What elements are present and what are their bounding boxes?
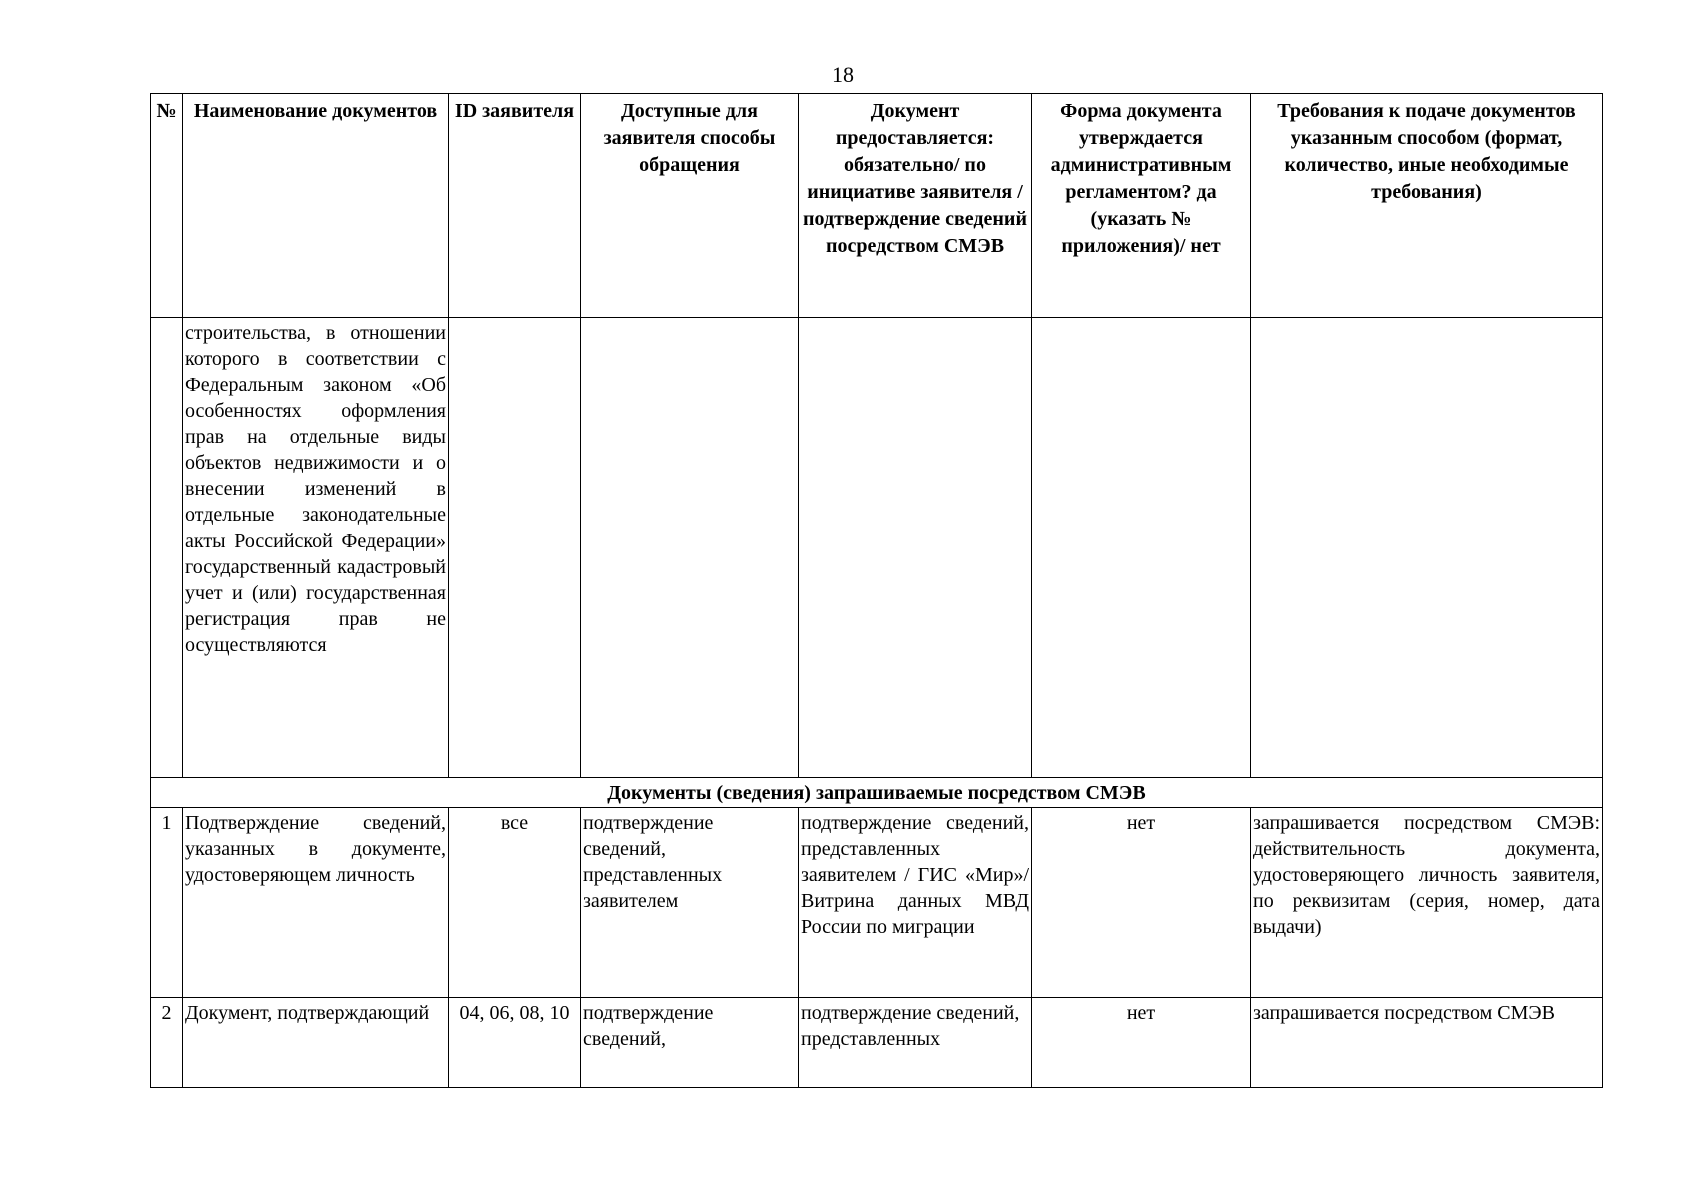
header-requirements: Требования к подаче документов указанным способом (формат, количество, иные необходимые требования)	[1251, 94, 1603, 318]
section-row	[151, 778, 1603, 808]
continuation-name-cell: строительства, в отношении которого в соответствии с Федеральным законом «Об особенностях оформления прав на отдельные виды объектов недвижимости и о внесении изменений в отдельные законодательные акты Российской Федерации» государственный кадастровый учет и (или) государственная регистрация прав не осуществляются	[183, 318, 449, 778]
page-number: 18	[832, 62, 854, 87]
row-requirements: запрашивается посредством СМЭВ	[1251, 998, 1603, 1088]
row-name: Документ, подтверждающий	[183, 998, 449, 1088]
row-id: все	[449, 808, 581, 998]
row-num: 1	[151, 808, 183, 998]
header-name: Наименование документов	[183, 94, 449, 318]
header-id: ID заявителя	[449, 94, 581, 318]
row-requirements: запрашивается посредством СМЭВ: действительность документа, удостоверяющего личность заявителя, по реквизитам (серия, номер, дата выдачи)	[1251, 808, 1603, 998]
row-form: нет	[1032, 998, 1251, 1088]
header-methods: Доступные для заявителя способы обращения	[581, 94, 799, 318]
section-title: Документы (сведения) запрашиваемые посредством СМЭВ	[151, 778, 1603, 808]
row-name: Подтверждение сведений, указанных в документе, удостоверяющем личность	[183, 808, 449, 998]
continuation-row	[151, 318, 1603, 778]
row-provided: подтверждение сведений, представленных	[799, 998, 1032, 1088]
row-methods: подтверждение сведений, представленных заявителем	[581, 808, 799, 998]
row-methods: подтверждение сведений,	[581, 998, 799, 1088]
documents-table	[150, 93, 1603, 1088]
row-id: 04, 06, 08, 10	[449, 998, 581, 1088]
table-row	[151, 808, 1603, 998]
header-row	[151, 94, 1603, 318]
row-form: нет	[1032, 808, 1251, 998]
header-num: №	[151, 94, 183, 318]
header-form: Форма документа утверждается административным регламентом? да (указать № приложения)/ нет	[1032, 94, 1251, 318]
row-provided: подтверждение сведений, представленных заявителем / ГИС «Мир»/Витрина данных МВД России по миграции	[799, 808, 1032, 998]
header-provided: Документ предоставляется: обязательно/ по инициативе заявителя /подтверждение сведений посредством СМЭВ	[799, 94, 1032, 318]
table-row	[151, 998, 1603, 1088]
row-num: 2	[151, 998, 183, 1088]
